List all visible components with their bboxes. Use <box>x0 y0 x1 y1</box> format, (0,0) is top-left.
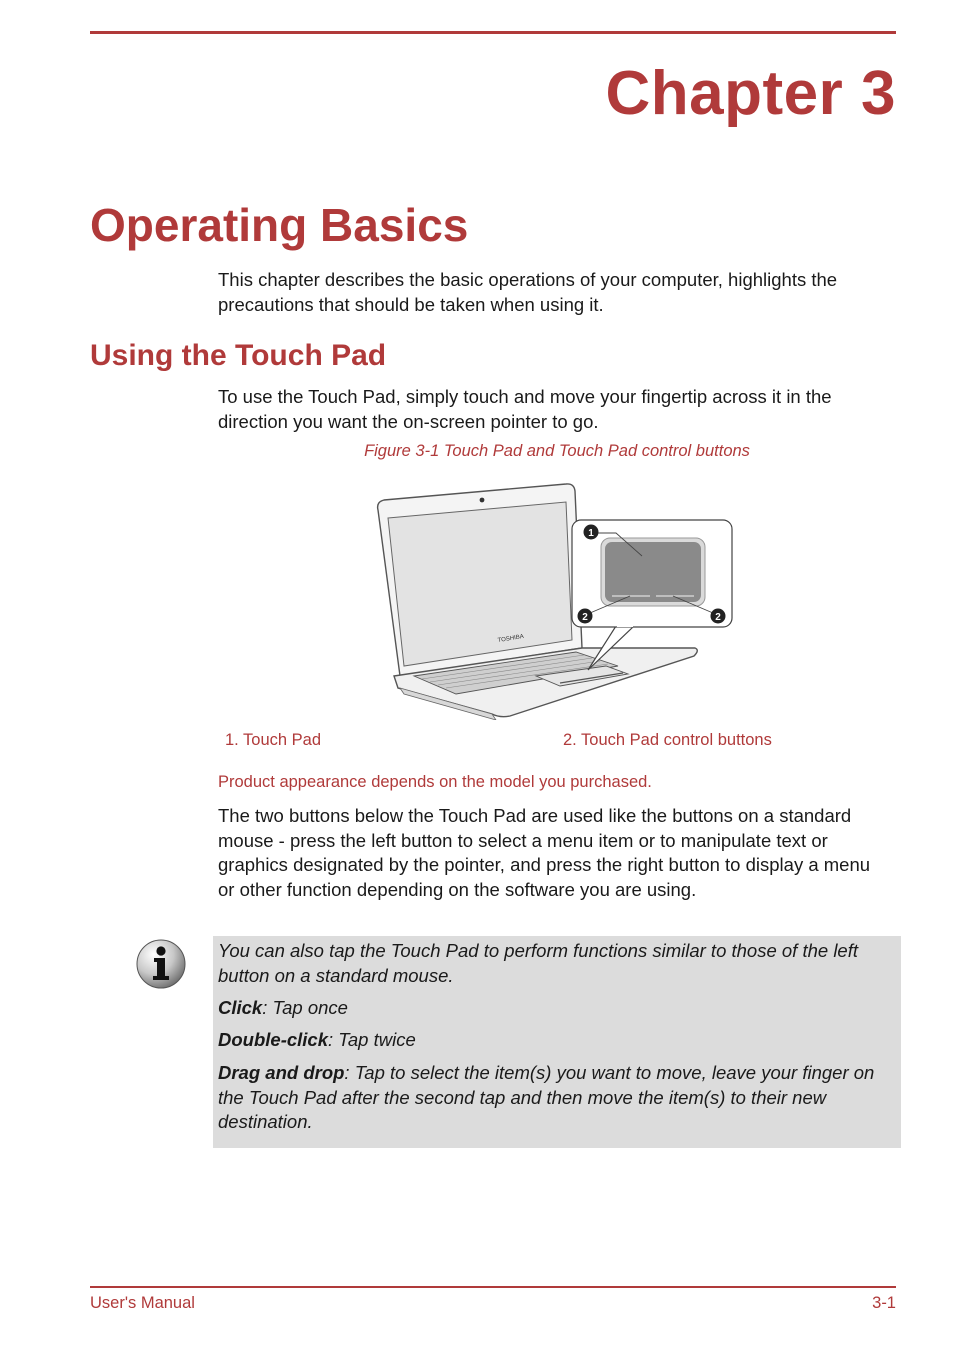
note-desc-double-click: : Tap twice <box>328 1029 416 1050</box>
figure-legend-2: 2. Touch Pad control buttons <box>563 731 772 749</box>
note-term-drag-and-drop: Drag and drop <box>218 1062 345 1083</box>
header-rule <box>90 31 896 34</box>
note-item-drag-and-drop <box>218 1061 896 1135</box>
note-item-click <box>218 996 896 1021</box>
footer-title: User's Manual <box>90 1294 195 1312</box>
callout-2-right-badge <box>711 609 726 624</box>
brand-text: TOSHIBA <box>497 633 525 644</box>
section-intro: This chapter describes the basic operations of your computer, highlights the precautions that should be taken when using it. <box>218 269 838 315</box>
info-icon <box>135 938 187 990</box>
note-term-click: Click <box>218 997 263 1018</box>
subsection-title: Using the Touch Pad <box>90 339 387 372</box>
note-intro: You can also tap the Touch Pad to perform functions similar to those of the left button on a standard mouse. <box>218 940 858 986</box>
callout-1-number: 1 <box>588 528 594 539</box>
figure-legend-1: 1. Touch Pad <box>225 731 322 749</box>
section-title: Operating Basics <box>90 199 469 251</box>
appearance-note: Product appearance depends on the model you purchased. <box>218 773 652 791</box>
callout-2-right-number: 2 <box>715 612 721 623</box>
note-desc-click: : Tap once <box>262 997 348 1018</box>
laptop-illustration <box>370 480 740 720</box>
note-term-double-click: Double-click <box>218 1029 328 1050</box>
body-paragraph: The two buttons below the Touch Pad are used like the buttons on a standard mouse - press the left button to select a menu item or to manipulate text or graphics designated by the pointer, and press the right button to display a menu or other function depending on the software you are using. <box>218 805 871 900</box>
note-desc-drag-and-drop: : Tap to select the item(s) you want to move, leave your finger on the Touch Pad after the second tap and then move the item(s) to their new destination. <box>218 1062 875 1132</box>
subsection-intro: To use the Touch Pad, simply touch and move your fingertip across it in the direction you want the on-screen pointer to go. <box>218 386 832 432</box>
chapter-heading: Chapter 3 <box>605 59 896 128</box>
figure-caption: Figure 3-1 Touch Pad and Touch Pad control buttons <box>364 442 750 460</box>
callout-1-badge <box>584 525 599 540</box>
laptop-figure <box>370 480 740 720</box>
page-number: 3-1 <box>872 1294 896 1312</box>
note-item-double-click <box>218 1028 896 1053</box>
callout-2-left-badge <box>578 609 593 624</box>
callout-2-left-number: 2 <box>582 612 588 623</box>
webcam-icon <box>480 498 485 503</box>
footer-rule <box>90 1286 896 1288</box>
